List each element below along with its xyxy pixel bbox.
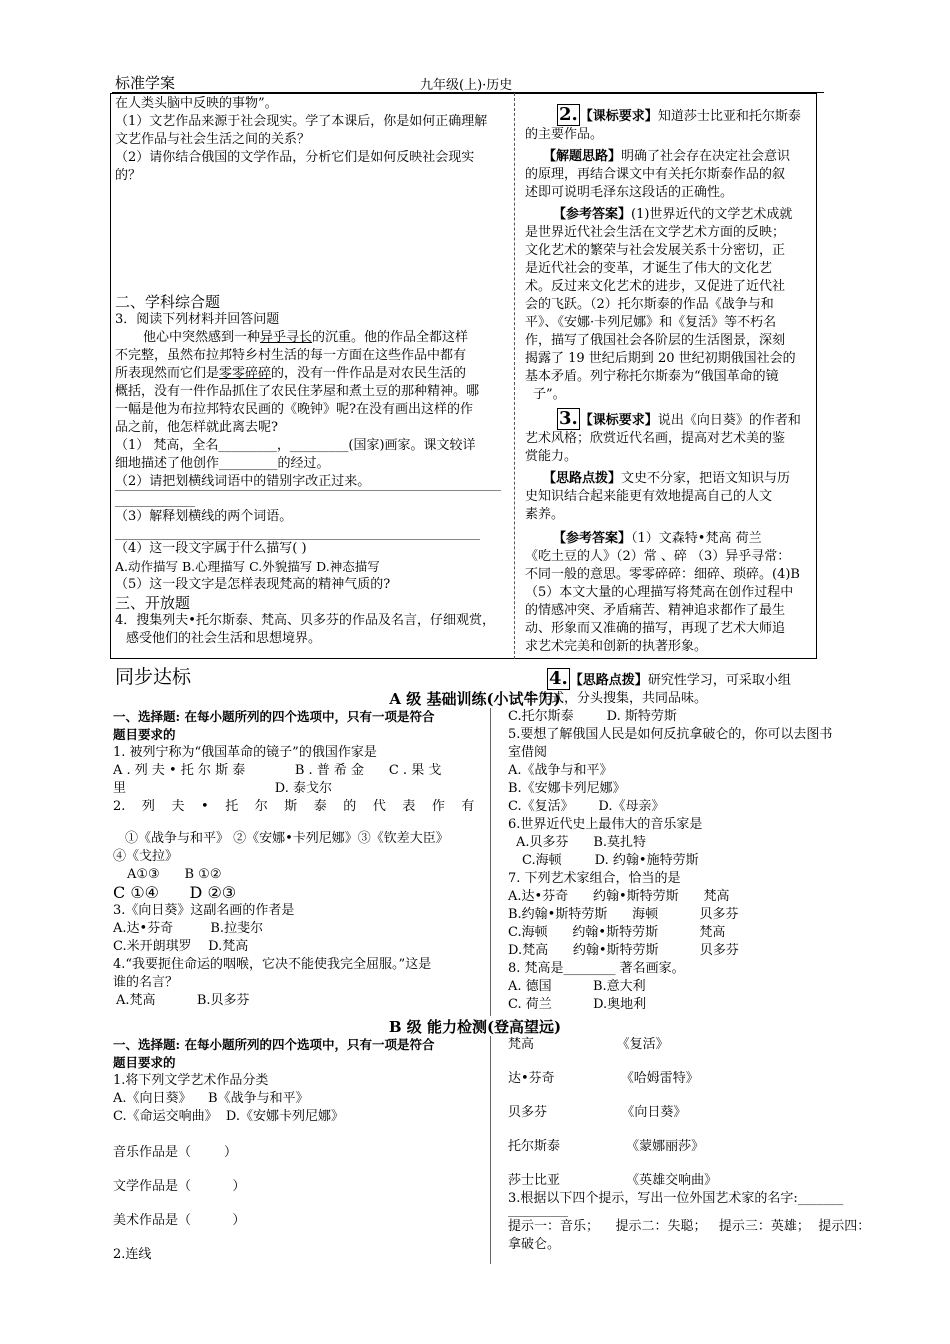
answer-number: 2. [559, 104, 578, 125]
answer-line [525, 470, 813, 488]
level-b-title: B 级 能力检测(登高望远) [388, 1018, 562, 1036]
level-a-divider [490, 708, 491, 1016]
question-7-option: B.约翰•斯特劳斯 海顿 贝多芬 [508, 907, 739, 922]
underlined-word: 异乎寻长 [260, 330, 313, 345]
answer-text: 作，描写了俄国社会各阶层的生活图景，深刻 [525, 333, 786, 348]
answer-text: 史知识结合起来能更有效地提高自己的人文 [525, 489, 773, 504]
question-6-options: C.海顿 D. 约翰•施特劳斯 [522, 853, 699, 868]
question-7-option: A.达•芬奇 约翰•斯特劳斯 梵高 [508, 889, 730, 904]
literature-answer: 文学作品是（ ） [113, 1179, 246, 1194]
answer-line [115, 490, 501, 491]
answer-text: 述即可说明毛泽东这段话的正确性。 [525, 185, 734, 200]
match-row: 莎士比亚 《英雄交响曲》 [508, 1173, 718, 1188]
match-row: 梵高 《复活》 [508, 1037, 669, 1052]
level-a-left [113, 708, 480, 1010]
hint-text: 拿破仑。 [508, 1237, 561, 1252]
answer-4 [525, 668, 813, 690]
subquestion-5: （5）这一段文字是怎样表现梵高的精神气质的? [115, 577, 391, 592]
question-7-option: D.梵高 约翰•斯特劳斯 贝多芬 [508, 943, 739, 958]
answer-label: 【思路点拨】 [569, 673, 648, 688]
level-b-hints [508, 1218, 878, 1254]
match-row: 贝多芬 《向日葵》 [508, 1105, 687, 1120]
top-left-sub3 [115, 508, 511, 526]
answer-text: (1)世界近代的文学艺术成就 [631, 207, 793, 222]
subquestion-2: （2）请把划横线词语中的错别字改正过来。 [115, 474, 371, 489]
section-title: 同步达标 [115, 666, 192, 688]
question-5-option: B.《安娜卡列尼娜》 [508, 781, 626, 796]
level-b-right [508, 1036, 878, 1208]
instructions: 题目要求的 [113, 1055, 176, 1070]
answer-number: 3. [559, 408, 578, 429]
answer-number: 4. [549, 668, 568, 689]
question-5-cont: 室借阅 [508, 745, 548, 760]
answer-text: 文化艺术的繁荣与社会发展关系十分密切，正 [525, 243, 786, 258]
question-4-options: A.梵高 B.贝多芬 [116, 993, 250, 1008]
answer-text: 动、形象而又准确的描写，再现了艺术大师追 [525, 621, 786, 636]
answer-line [525, 206, 813, 224]
answer-text: 会的飞跃。（2）托尔斯泰的作品《战争与和 [525, 297, 774, 312]
subquestion-3: （3）解释划横线的两个词语。 [115, 509, 293, 524]
text-line: 的？ [115, 168, 142, 183]
subquestion-1-cont: 细地描述了他创作_________的经过。 [115, 456, 330, 471]
underlined-word: 零零碎碎 [219, 366, 272, 381]
question-5: 5.要想了解俄国人民是如何反抗拿破仑的，你可以去图书 [508, 727, 833, 742]
question-7: 7. 下列艺术家组合，恰当的是 [508, 871, 681, 886]
music-answer: 音乐作品是（ ） [113, 1145, 238, 1160]
section-heading: 二、学科综合题 [115, 293, 221, 311]
question-6-options: A.贝多芬 B.莫扎特 [516, 835, 647, 850]
question-3: 3.《向日葵》这副名画的作者是 [113, 903, 295, 918]
question-1: 1. 被列宁称为“俄国革命的镜子”的俄国作家是 [113, 745, 377, 760]
answer-label: 【解题思路】 [543, 149, 622, 164]
question-8-options: C. 荷兰 D.奥地利 [508, 997, 647, 1012]
answer-3 [525, 408, 813, 430]
subquestion-1: （1） 梵高，全名_________，_________(国家)画家。课文较详 [115, 438, 476, 453]
instructions: 一、选择题: 在每小题所列的四个选项中，只有一项是符合 [113, 1037, 435, 1052]
top-left-sub4 [115, 540, 511, 648]
question-2-options: ④《戈拉》 [113, 849, 179, 864]
question-8: 8. 梵高是________ 著名画家。 [508, 961, 685, 976]
answer-text: （5）本文大量的心理描写将梵高在创作过程中 [525, 585, 794, 600]
section-heading: 三、开放题 [115, 594, 191, 612]
header-subject: 九年级(上)·历史 [420, 78, 513, 93]
passage-line [115, 365, 511, 383]
question-6: 6.世界近代史上最伟大的音乐家是 [508, 817, 703, 832]
passage-text: 他心中突然感到一种 [143, 330, 261, 345]
header-title: 标准学案 [115, 74, 176, 92]
passage-text: 的，没有一件作品是对农民生活的 [271, 366, 467, 381]
answer-line [115, 506, 195, 507]
match-row: 托尔斯泰 《蒙娜丽莎》 [508, 1139, 705, 1154]
answer-label: 【课标要求】 [579, 413, 658, 428]
question-4-cont: 感受他们的社会生活和思想境界。 [126, 631, 322, 646]
answer-2 [525, 104, 813, 126]
instructions: 题目要求的 [113, 727, 176, 742]
answer-text: 赏能力。 [525, 449, 578, 464]
passage-line: 一幅是他为布拉邦特农民画的《晚钟》呢?在没有画出这样的作 [115, 402, 473, 417]
question-1: （1）文艺作品来源于社会现实。学了本课后，你是如何正确理解 [115, 114, 488, 129]
answer-text: 知道莎士比亚和托尔斯泰 [657, 109, 801, 124]
passage-line: 不完整，虽然布拉邦特乡村生活的每一方面在这些作品中都有 [115, 348, 467, 363]
question-4-cont: 谁的名言？ [113, 975, 179, 990]
top-left-section2 [115, 293, 511, 491]
answer-text: 的情感冲突、矛盾痛苦、精神追求都作了最生 [525, 603, 786, 618]
match-row: 达•芬奇 《哈姆雷特》 [508, 1071, 699, 1086]
passage-line [115, 329, 511, 347]
answer-text: 是近代社会的变革，才诞生了伟大的文化艺 [525, 261, 773, 276]
passage-line: 品之前，他怎样就此离去呢? [115, 420, 278, 435]
question-4: 4.“我要扼住命运的咽喉，它决不能使我完全屈服。”这是 [113, 957, 432, 972]
top-right-column [525, 104, 813, 708]
question-8-options: A. 德国 B.意大利 [508, 979, 646, 994]
answer-text: （1）文森特•梵高 荷兰 [631, 531, 762, 546]
answer-text: 明确了社会存在决定社会意识 [621, 149, 791, 164]
question-4: 4．搜集列夫•托尔斯泰、梵高、贝多芬的作品及名言，仔细观赏， [115, 613, 495, 628]
answer-text: 求艺术完美和创新的执著形象。 [525, 639, 708, 654]
top-left-column [115, 95, 511, 185]
question-1-options: C.《命运交响曲》 D.《安娜卡列尼娜》 [113, 1109, 344, 1124]
answer-text: 平》、《安娜·卡列尼娜》和《复活》等不朽名 [525, 315, 777, 330]
answer-line [525, 148, 813, 166]
question-4-options: C.托尔斯泰 D. 斯特劳斯 [508, 709, 677, 724]
passage-text: 所表现然而它们是 [115, 366, 220, 381]
answer-text: 基本矛盾。列宁称托尔斯泰为“俄国革命的镜 [525, 369, 779, 384]
answer-text: 合作式，分头搜集，共同品味。 [525, 691, 708, 706]
answer-text: 研究性学习，可采取小组 [647, 673, 791, 688]
question-1-options: 里 D. 泰戈尔 [113, 781, 332, 796]
art-answer: 美术作品是（ ） [113, 1213, 246, 1228]
hint-text: 提示一：音乐； 提示二：失聪； 提示三：英雄； 提示四： [508, 1219, 871, 1234]
level-b-divider [490, 1036, 491, 1264]
question-2-choices: C ①④ D ②③ [113, 883, 237, 902]
answer-label: 【思路点拨】 [543, 471, 622, 486]
answer-text: 素养。 [525, 507, 565, 522]
question-3-options: A.达•芬奇 B.拉斐尔 [113, 921, 264, 936]
answer-text: 文史不分家，把语文知识与历 [621, 471, 791, 486]
answer-text: 说出《向日葵》的作者和 [657, 413, 801, 428]
question-5-option: C.《复活》 D.《母亲》 [508, 799, 665, 814]
subquestion-4-options: A.动作描写 B.心理描写 C.外貌描写 D.神态描写 [115, 559, 380, 574]
question-1: 1.将下列文学艺术作品分类 [113, 1073, 269, 1088]
instructions: 一、选择题: 在每小题所列的四个选项中，只有一项是符合 [113, 709, 435, 724]
answer-line [508, 1216, 568, 1217]
answer-text: 是世界近代社会生活在文学艺术方面的反映； [525, 225, 786, 240]
question-2: （2）请你结合俄国的文学作品，分析它们是如何反映社会现实 [115, 150, 475, 165]
answer-label: 【参考答案】 [553, 531, 632, 546]
answer-text: 子”。 [533, 387, 566, 402]
question-3-options: C.米开朗琪罗 D.梵高 [113, 939, 249, 954]
answer-line [525, 530, 813, 548]
level-b-left [113, 1036, 480, 1264]
question-5-option: A.《战争与和平》 [508, 763, 613, 778]
answer-text: 揭露了 19 世纪后期到 20 世纪初期俄国社会的 [525, 351, 796, 366]
answer-text: 术。反过来文化艺术的进步，又促进了近代社 [525, 279, 786, 294]
question-2: 2. 列 夫 • 托 尔 斯 泰 的 代 表 作 有 [113, 799, 475, 814]
answer-label: 【课标要求】 [579, 109, 658, 124]
question-2: 2.连线 [113, 1247, 152, 1262]
question-1-options: A.《向日葵》 B《战争与和平》 [113, 1091, 309, 1106]
question-3: 3.根据以下四个提示，写出一位外国艺术家的名字:_______ [508, 1191, 844, 1206]
passage-line: 概括，没有一件作品抓住了农民住茅屋和煮土豆的那种精神。哪 [115, 384, 480, 399]
top-table-divider [514, 93, 515, 659]
answer-text: 不同一般的意思。零零碎碎：细碎、琐碎。(4)B [525, 567, 800, 582]
question-3: 3．阅读下列材料并回答问题 [115, 312, 280, 327]
question-7-option: C.海顿 约翰•斯特劳斯 梵高 [508, 925, 726, 940]
answer-text: 的原理，再结合课文中有关托尔斯泰作品的叙 [525, 167, 786, 182]
subquestion-4: （4）这一段文字属于什么描写( ) [115, 541, 307, 556]
level-a-right [508, 708, 878, 1014]
answer-label: 【参考答案】 [553, 207, 632, 222]
text-line: 文艺作品与社会生活之间的关系？ [115, 132, 311, 147]
question-1-options: A . 列 夫 • 托 尔 斯 泰 B . 普 希 金 C . 果 戈 [113, 763, 442, 778]
passage-text: 的沉重。他的作品全都这样 [312, 330, 469, 345]
answer-text: 艺术风格；欣赏近代名画，提高对艺术美的鉴 [525, 431, 786, 446]
question-2-choices: A①③ B ①② [127, 867, 222, 882]
text-line: 在人类头脑中反映的事物”。 [115, 96, 278, 111]
level-a-title: A 级 基础训练(小试牛刀) [389, 690, 561, 708]
answer-text: 《吃土豆的人》（2）常 、碎 （3）异乎寻常： [525, 549, 791, 564]
answer-text: 的主要作品。 [525, 127, 604, 142]
question-2-options: ①《战争与和平》 ②《安娜•卡列尼娜》③《钦差大臣》 [125, 831, 449, 846]
